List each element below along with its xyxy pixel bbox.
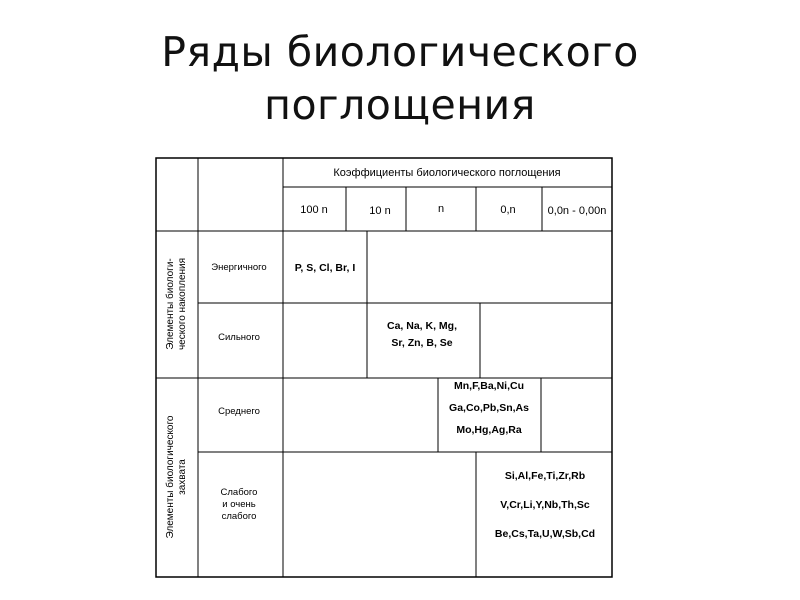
- elements-weak-line-1: Si,Al,Fe,Ti,Zr,Rb: [504, 470, 586, 482]
- group-label-capture-line-1: Элементы биологического: [165, 415, 176, 539]
- row-label-strong: Сильного: [218, 332, 260, 343]
- elements-medium-line-3: Mo,Hg,Ag,Ra: [456, 424, 522, 436]
- row-label-weak-line-2: и очень: [222, 499, 256, 510]
- elements-strong-line-1: Ca, Na, K, Mg,: [386, 320, 458, 332]
- column-header-100n: 100 n: [300, 204, 328, 216]
- group-label-capture-line-2: захвата: [177, 459, 188, 495]
- column-header-0n: 0,n: [500, 204, 516, 216]
- row-label-weak-line-3: слабого: [221, 511, 257, 522]
- row-label-weak-line-1: Слабого: [220, 487, 258, 498]
- column-header-10n: 10 n: [369, 205, 391, 217]
- slide-title-line-2: поглощения: [264, 81, 536, 129]
- elements-weak-line-3: Be,Cs,Ta,U,W,Sb,Cd: [494, 528, 596, 540]
- group-label-accumulation-line-2: ческого накопления: [177, 257, 188, 351]
- row-label-medium: Среднего: [218, 406, 260, 417]
- row-label-energetic: Энергичного: [211, 262, 267, 273]
- elements-energetic: P, S, Cl, Br, I: [294, 262, 356, 274]
- elements-medium-line-1: Mn,F,Ba,Ni,Cu: [454, 380, 524, 392]
- column-header-0-0n: 0,0n - 0,00n: [547, 205, 607, 217]
- elements-medium-line-2: Ga,Co,Pb,Sn,As: [449, 402, 529, 414]
- elements-strong-line-2: Sr, Zn, B, Se: [391, 337, 453, 349]
- coefficients-header: Коэффициенты биологического поглощения: [333, 167, 561, 179]
- group-label-accumulation: [164, 258, 188, 350]
- elements-weak-line-2: V,Cr,Li,Y,Nb,Th,Sc: [500, 499, 590, 511]
- column-header-n: n: [437, 203, 445, 215]
- slide-title-line-1: Ряды биологического: [161, 28, 639, 76]
- group-label-accumulation-line-1: Элементы биологи-: [165, 258, 176, 350]
- group-label-capture: [164, 415, 188, 538]
